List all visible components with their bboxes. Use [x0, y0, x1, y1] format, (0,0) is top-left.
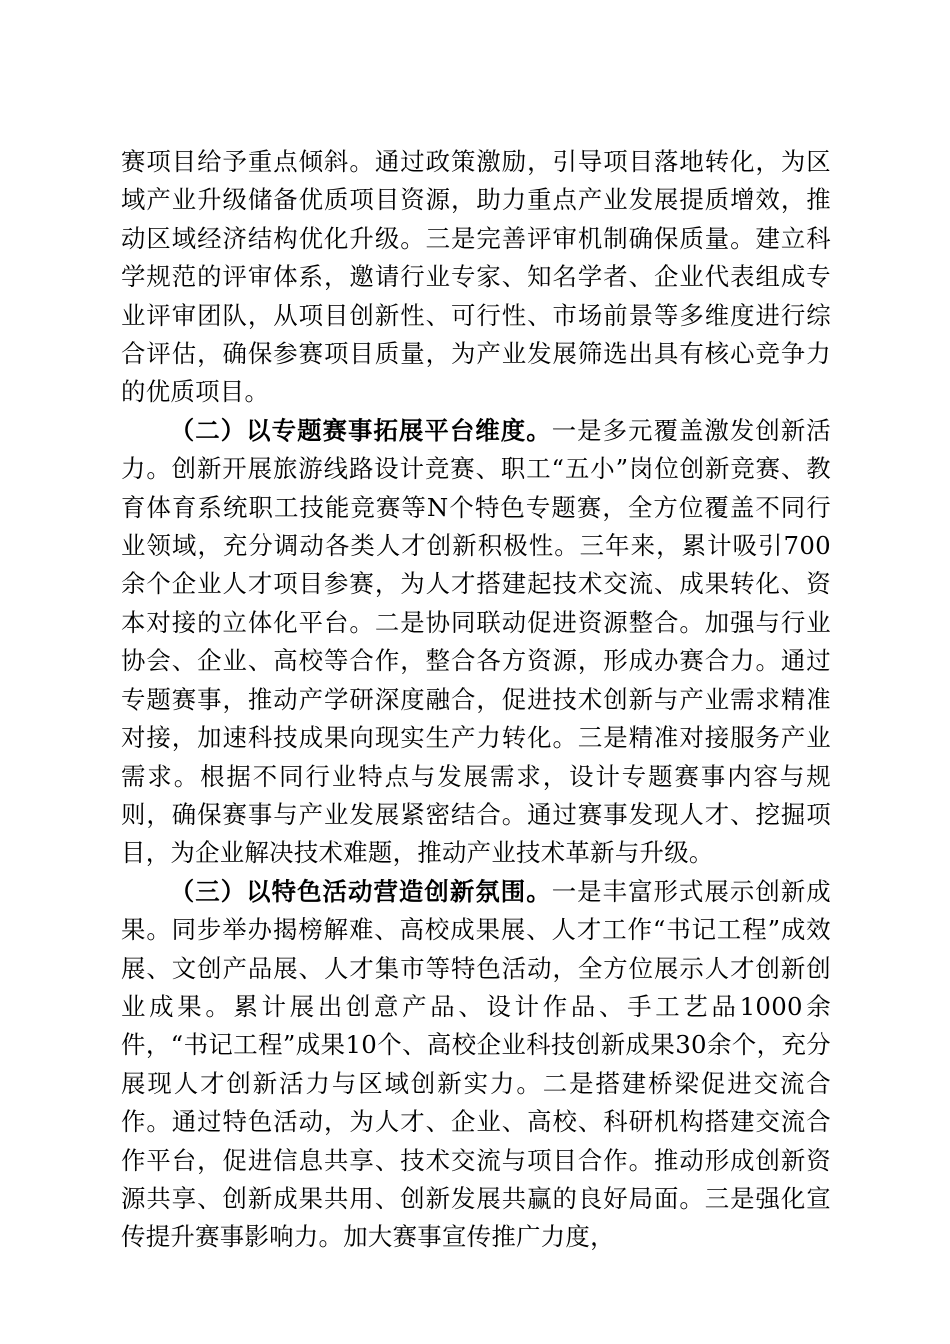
- paragraph-2: [121, 412, 831, 873]
- paragraph-3: [121, 873, 831, 1257]
- section-heading-2: （二）以专题赛事拓展平台维度。: [169, 415, 552, 445]
- document-body: [121, 143, 831, 1257]
- paragraph-1-text: 赛项目给予重点倾斜。通过政策激励，引导项目落地转化，为区域产业升级储备优质项目资源，助力重点产业发展提质增效，推动区域经济结构优化升级。三是完善评审机制确保质量。建立科学规范的评审体系，邀请行业专家、知名学者、企业代表组成专业评审团队，从项目创新性、可行性、市场前景等多维度进行综合评估，确保参赛项目质量，为产业发展筛选出具有核心竞争力的优质项目。: [121, 147, 831, 407]
- paragraph-2-text: 一是多元覆盖激发创新活力。创新开展旅游线路设计竞赛、职工“五小”岗位创新竞赛、教育体育系统职工技能竞赛等N个特色专题赛，全方位覆盖不同行业领域，充分调动各类人才创新积极性。三年来，累计吸引700余个企业人才项目参赛，为人才搭建起技术交流、成果转化、资本对接的立体化平台。二是协同联动促进资源整合。加强与行业协会、企业、高校等合作，整合各方资源，形成办赛合力。通过专题赛事，推动产学研深度融合，促进技术创新与产业需求精准对接，加速科技成果向现实生产力转化。三是精准对接服务产业需求。根据不同行业特点与发展需求，设计专题赛事内容与规则，确保赛事与产业发展紧密结合。通过赛事发现人才、挖掘项目，为企业解决技术难题，推动产业技术革新与升级。: [121, 415, 831, 868]
- section-heading-3: （三）以特色活动营造创新氛围。: [169, 876, 552, 906]
- paragraph-1: [121, 143, 831, 412]
- paragraph-3-text: 一是丰富形式展示创新成果。同步举办揭榜解难、高校成果展、人才工作“书记工程”成效展、文创产品展、人才集市等特色活动，全方位展示人才创新创业成果。累计展出创意产品、设计作品、手工艺品1000余件，“书记工程”成果10个、高校企业科技创新成果30余个，充分展现人才创新活力与区域创新实力。二是搭建桥梁促进交流合作。通过特色活动，为人才、企业、高校、科研机构搭建交流合作平台，促进信息共享、技术交流与项目合作。推动形成创新资源共享、创新成果共用、创新发展共赢的良好局面。三是强化宣传提升赛事影响力。加大赛事宣传推广力度，: [121, 876, 831, 1252]
